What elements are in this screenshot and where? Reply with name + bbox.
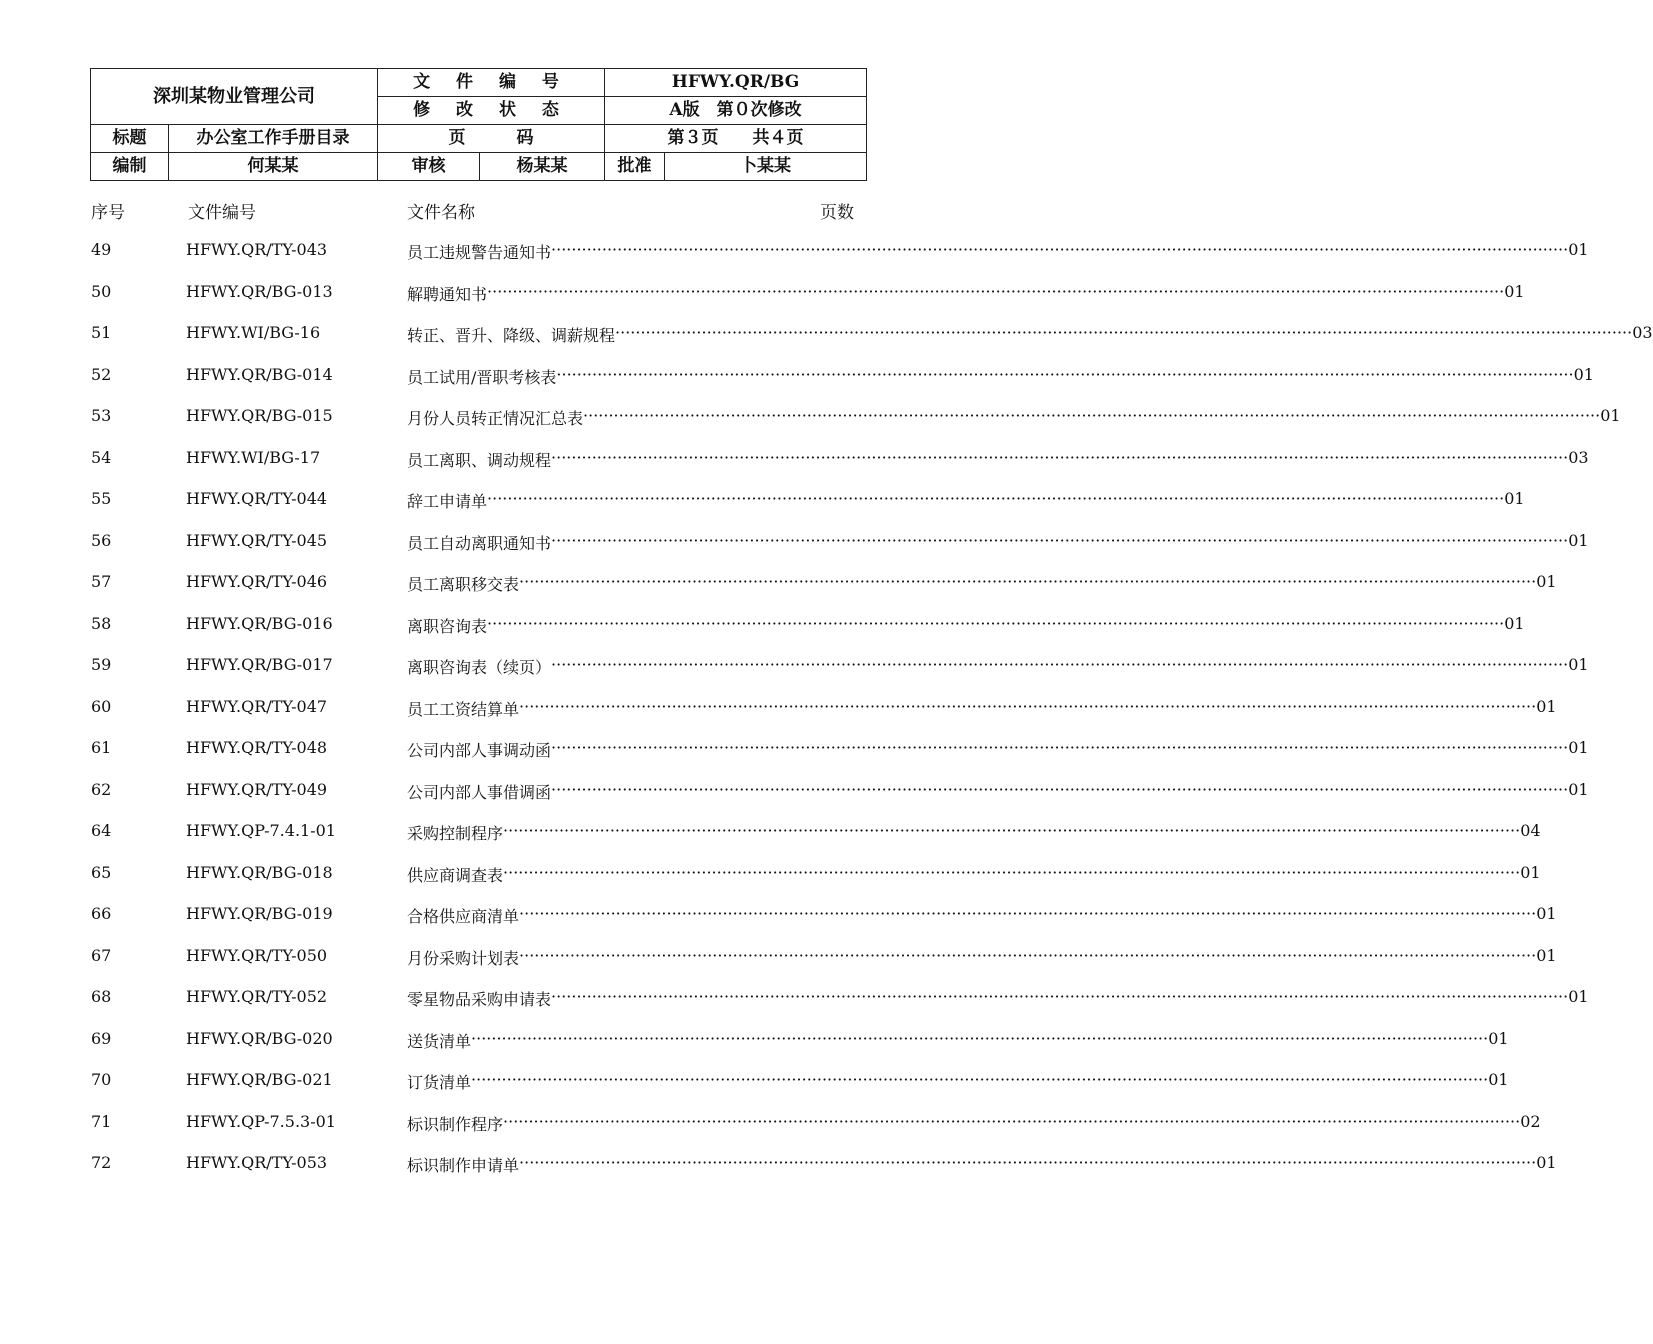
toc-row-pages: 01 <box>1568 240 1589 259</box>
toc-row-entry <box>407 738 1589 761</box>
toc-row <box>0 1153 1557 1181</box>
toc-row-pages: 01 <box>1504 613 1525 633</box>
toc-row-pages: 01 <box>1568 655 1589 674</box>
toc-row-leader: ········································································································································································································ <box>519 945 1537 965</box>
toc-row-pages: 01 <box>1536 1153 1557 1172</box>
toc-row-pages: 03 <box>1568 447 1589 467</box>
toc-row-number: 53 <box>91 406 112 425</box>
toc-row-title: 零星物品采购申请表 <box>407 990 552 1009</box>
toc-row-code: HFWY.QR/TY-046 <box>186 572 328 591</box>
toc-row-title: 解聘通知书 <box>407 284 488 304</box>
toc-row-title: 员工离职、调动规程 <box>407 450 552 470</box>
toc-row-code: HFWY.QR/TY-044 <box>186 489 328 508</box>
toc-row-title: 公司内部人事借调函 <box>407 782 552 802</box>
toc-row <box>0 572 1557 600</box>
toc-row-title: 订货清单 <box>407 1073 472 1092</box>
toc-row-code: HFWY.QP-7.4.1-01 <box>186 821 336 840</box>
toc-row-title: 员工离职移交表 <box>407 575 520 594</box>
title-value: 办公室工作手册目录 <box>169 125 378 153</box>
toc-row-code: HFWY.QR/TY-043 <box>186 240 328 259</box>
toc-row <box>0 406 1621 434</box>
toc-row-title: 辞工申请单 <box>407 492 488 511</box>
toc-row-leader: ········································································································································································································ <box>487 281 1505 301</box>
toc-row-title: 供应商调查表 <box>407 865 504 885</box>
toc-row-entry <box>407 862 1541 886</box>
toc-row-leader: ········································································································································································································ <box>471 1070 1489 1089</box>
toc-row-entry <box>407 779 1589 803</box>
column-header-number: 序号 <box>91 203 125 223</box>
toc-row-pages: 01 <box>1568 987 1589 1006</box>
toc-row-entry <box>407 821 1541 844</box>
toc-row-leader: ········································································································································································································ <box>551 738 1569 757</box>
toc-row-title: 转正、晋升、降级、调薪规程 <box>407 326 616 345</box>
toc-row-pages: 01 <box>1488 1028 1509 1048</box>
toc-row-pages: 04 <box>1520 821 1541 840</box>
toc-row-code: HFWY.QR/TY-045 <box>186 530 328 550</box>
toc-row-entry <box>407 447 1589 471</box>
toc-row-leader: ········································································································································································································ <box>519 696 1537 716</box>
toc-row-leader: ········································································································································································································ <box>551 655 1569 674</box>
toc-row-title: 员工自动离职通知书 <box>407 533 552 553</box>
toc-row-entry <box>407 489 1525 512</box>
toc-row-title: 合格供应商清单 <box>407 907 520 926</box>
toc-row-title: 员工工资结算单 <box>407 699 520 719</box>
toc-row <box>0 738 1589 766</box>
toc-row-code: HFWY.QR/BG-017 <box>186 655 333 674</box>
toc-row-entry <box>407 613 1525 637</box>
toc-row-entry <box>407 904 1557 927</box>
page-value: 第３页 共４页 <box>605 125 867 153</box>
toc-row-code: HFWY.QR/TY-050 <box>186 945 328 965</box>
toc-row-pages: 01 <box>1488 1070 1509 1089</box>
doc-no-value: HFWY.QR/BG <box>605 69 867 97</box>
toc-row-number: 55 <box>91 489 112 508</box>
toc-row-number: 72 <box>91 1153 112 1172</box>
toc-row-title: 公司内部人事调动函 <box>407 741 552 760</box>
toc-row <box>0 323 1653 351</box>
toc-row-number: 59 <box>91 655 112 674</box>
toc-row-number: 61 <box>91 738 112 757</box>
toc-row-number: 52 <box>91 364 112 384</box>
toc-row-number: 71 <box>91 1111 112 1131</box>
prepared-by-value: 何某某 <box>169 153 378 181</box>
toc-row-code: HFWY.QP-7.5.3-01 <box>186 1111 336 1131</box>
toc-row-number: 70 <box>91 1070 112 1089</box>
toc-row-code: HFWY.QR/BG-019 <box>186 904 333 923</box>
toc-row-leader: ········································································································································································································ <box>519 1153 1537 1172</box>
page-label: 页 码 <box>378 125 605 153</box>
toc-row-code: HFWY.QR/BG-016 <box>186 613 333 633</box>
toc-row <box>0 987 1589 1015</box>
toc-row-number: 58 <box>91 613 112 633</box>
column-header-code: 文件编号 <box>188 203 256 223</box>
toc-row-number: 67 <box>91 945 112 965</box>
toc-row-entry <box>407 1070 1509 1093</box>
toc-row-leader: ········································································································································································································ <box>615 323 1633 342</box>
toc-row-number: 62 <box>91 779 112 799</box>
toc-row-code: HFWY.QR/TY-049 <box>186 779 328 799</box>
toc-row-number: 68 <box>91 987 112 1006</box>
toc-row <box>0 364 1594 393</box>
toc-row-pages: 01 <box>1504 489 1525 508</box>
toc-row-entry <box>407 240 1589 263</box>
toc-row-code: HFWY.QR/TY-053 <box>186 1153 328 1172</box>
toc-row <box>0 530 1589 559</box>
toc-row-number: 69 <box>91 1028 112 1048</box>
title-label: 标题 <box>91 125 169 153</box>
toc-row-leader: ········································································································································································································ <box>487 489 1505 508</box>
toc-row <box>0 696 1557 725</box>
toc-row-code: HFWY.QR/BG-015 <box>186 406 333 425</box>
revision-value: A版 第０次修改 <box>605 97 867 125</box>
toc-row-leader: ········································································································································································································ <box>551 240 1569 259</box>
toc-row-number: 50 <box>91 281 112 301</box>
toc-row-number: 60 <box>91 696 112 716</box>
toc-row <box>0 489 1525 517</box>
toc-row <box>0 1070 1509 1098</box>
toc-row-entry <box>407 945 1557 969</box>
toc-row <box>0 281 1525 310</box>
toc-row-entry <box>407 696 1557 720</box>
toc-row <box>0 945 1557 974</box>
toc-row <box>0 821 1541 849</box>
toc-row-code: HFWY.QR/BG-013 <box>186 281 333 301</box>
toc-row <box>0 240 1589 268</box>
toc-row-entry <box>407 406 1621 429</box>
toc-row-entry <box>407 655 1589 678</box>
column-header-name: 文件名称 <box>407 203 475 223</box>
toc-row-entry <box>407 281 1525 305</box>
toc-row-code: HFWY.QR/TY-052 <box>186 987 328 1006</box>
toc-row-entry <box>407 1111 1541 1135</box>
toc-row-code: HFWY.QR/TY-048 <box>186 738 328 757</box>
toc-row-pages: 01 <box>1536 572 1557 591</box>
toc-row-number: 65 <box>91 862 112 882</box>
toc-row-pages: 01 <box>1573 364 1594 384</box>
approved-by-label: 批准 <box>605 153 665 181</box>
reviewed-by-label: 审核 <box>378 153 480 181</box>
toc-row-number: 49 <box>91 240 112 259</box>
toc-row-leader: ········································································································································································································ <box>551 530 1569 550</box>
toc-row-title: 离职咨询表 <box>407 616 488 636</box>
toc-row <box>0 862 1541 891</box>
prepared-by-label: 编制 <box>91 153 169 181</box>
toc-row-title: 采购控制程序 <box>407 824 504 843</box>
toc-row <box>0 904 1557 932</box>
toc-row-pages: 02 <box>1520 1111 1541 1131</box>
toc-row-title: 标识制作程序 <box>407 1114 504 1134</box>
toc-row <box>0 655 1589 683</box>
toc-row-code: HFWY.QR/BG-018 <box>186 862 333 882</box>
document-header-table <box>90 68 867 181</box>
toc-row-title: 离职咨询表（续页） <box>407 658 552 677</box>
toc-row-leader: ········································································································································································································ <box>551 447 1569 467</box>
toc-row-pages: 01 <box>1568 738 1589 757</box>
toc-row-title: 标识制作申请单 <box>407 1156 520 1175</box>
revision-label: 修 改 状 态 <box>378 97 605 125</box>
toc-row-entry <box>407 364 1594 388</box>
toc-row-number: 57 <box>91 572 112 591</box>
toc-row-number: 56 <box>91 530 112 550</box>
company-name: 深圳某物业管理公司 <box>91 69 378 125</box>
toc-row-leader: ········································································································································································································ <box>551 779 1569 799</box>
toc-row <box>0 613 1525 642</box>
approved-by-value: 卜某某 <box>665 153 867 181</box>
toc-row-entry <box>407 1153 1557 1176</box>
toc-row-leader: ········································································································································································································ <box>519 572 1537 591</box>
toc-row <box>0 1028 1509 1057</box>
toc-row <box>0 1111 1541 1140</box>
toc-row <box>0 447 1589 476</box>
column-header-pages: 页数 <box>820 203 854 223</box>
toc-row-leader: ········································································································································································································ <box>583 406 1601 425</box>
toc-row-title: 月份人员转正情况汇总表 <box>407 409 584 428</box>
toc-row-pages: 01 <box>1536 696 1557 716</box>
toc-row-title: 员工试用/晋职考核表 <box>407 367 557 387</box>
toc-row-pages: 01 <box>1536 904 1557 923</box>
toc-row-code: HFWY.QR/BG-014 <box>186 364 333 384</box>
toc-row-number: 64 <box>91 821 112 840</box>
toc-row-pages: 01 <box>1600 406 1621 425</box>
toc-row-leader: ········································································································································································································ <box>487 613 1505 633</box>
toc-row-entry <box>407 530 1589 554</box>
toc-row-leader: ········································································································································································································ <box>551 987 1569 1006</box>
toc-row-entry <box>407 987 1589 1010</box>
toc-row-leader: ········································································································································································································ <box>519 904 1537 923</box>
toc-row-title: 送货清单 <box>407 1031 472 1051</box>
toc-row-number: 51 <box>91 323 112 342</box>
toc-row-entry <box>407 572 1557 595</box>
toc-row <box>0 779 1589 808</box>
reviewed-by-value: 杨某某 <box>480 153 605 181</box>
toc-row-leader: ········································································································································································································ <box>503 821 1521 840</box>
toc-row-code: HFWY.QR/BG-021 <box>186 1070 333 1089</box>
toc-row-pages: 01 <box>1568 779 1589 799</box>
toc-row-entry <box>407 1028 1509 1052</box>
toc-row-pages: 01 <box>1568 530 1589 550</box>
toc-row-title: 月份采购计划表 <box>407 948 520 968</box>
toc-row-entry <box>407 323 1653 346</box>
toc-row-code: HFWY.WI/BG-17 <box>186 447 321 467</box>
toc-row-leader: ········································································································································································································ <box>471 1028 1489 1048</box>
toc-row-number: 54 <box>91 447 112 467</box>
toc-row-leader: ········································································································································································································ <box>503 1111 1521 1131</box>
toc-row-pages: 01 <box>1536 945 1557 965</box>
toc-row-leader: ········································································································································································································ <box>503 862 1521 882</box>
toc-row-pages: 01 <box>1504 281 1525 301</box>
toc-row-pages: 01 <box>1520 862 1541 882</box>
toc-row-pages: 03 <box>1632 323 1653 342</box>
toc-row-code: HFWY.WI/BG-16 <box>186 323 321 342</box>
toc-row-leader: ········································································································································································································ <box>556 364 1574 384</box>
toc-row-code: HFWY.QR/BG-020 <box>186 1028 333 1048</box>
toc-row-title: 员工违规警告通知书 <box>407 243 552 262</box>
toc-row-number: 66 <box>91 904 112 923</box>
toc-row-code: HFWY.QR/TY-047 <box>186 696 328 716</box>
doc-no-label: 文 件 编 号 <box>378 69 605 97</box>
